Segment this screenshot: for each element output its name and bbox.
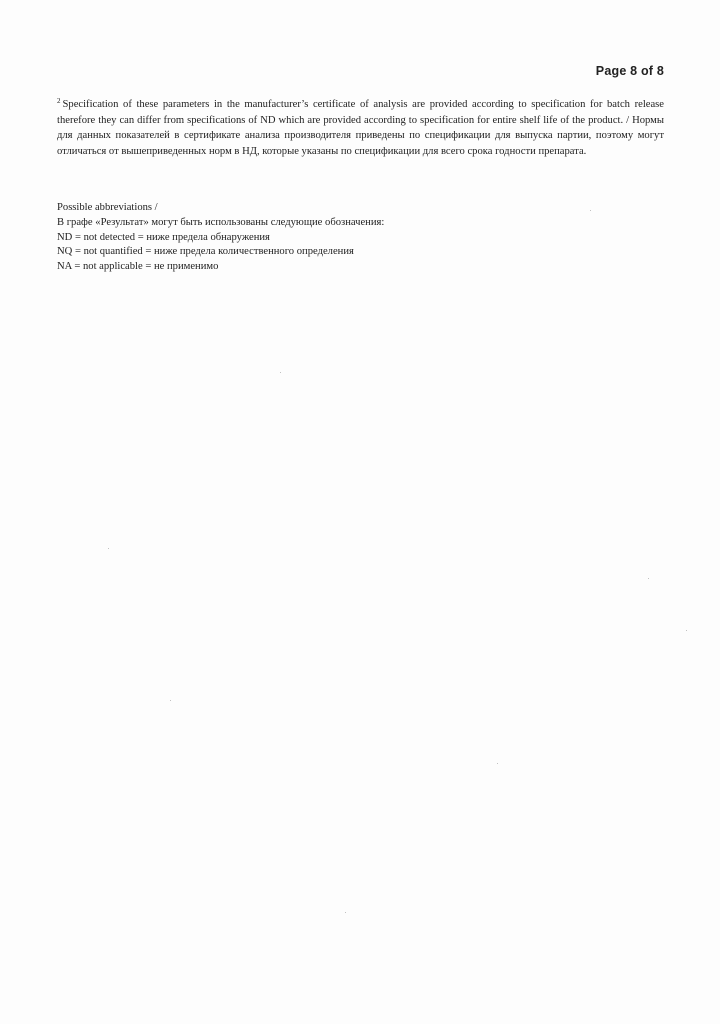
scan-speck (170, 700, 171, 701)
scan-speck (108, 548, 109, 549)
abbreviations-block (57, 201, 657, 275)
abbreviation-item: NQ = not quantified = ниже предела количественного определения (57, 246, 354, 258)
scan-speck (345, 912, 346, 913)
scan-speck (686, 630, 687, 631)
footnote (57, 97, 664, 159)
page-number: Page 8 of 8 (595, 64, 664, 78)
scan-speck (648, 578, 649, 579)
abbreviations-subheading: В графе «Результат» могут быть использованы следующие обозначения: (57, 216, 385, 228)
abbreviation-item: NA = not applicable = не применимо (57, 261, 219, 273)
footnote-text: Specification of these parameters in the manufacturer’s certificate of analysis are provided according to specification for batch release therefore they can differ from specifications of ND which are provided according to specification for entire shelf life of the product. / Нормы для данных показателей в сертификате анализа производителя приведены по спецификации для выпуска партии, поэтому могут отличаться от вышеприведенных норм в НД, которые указаны по спецификации для всего срока годности препарата. (57, 99, 664, 157)
footnote-marker: 2 (57, 97, 61, 105)
scan-speck (497, 763, 498, 764)
scan-speck (280, 372, 281, 373)
abbreviation-item: ND = not detected = ниже предела обнаружения (57, 231, 270, 243)
scan-speck (590, 210, 591, 211)
abbreviations-heading: Possible abbreviations / (57, 202, 158, 213)
